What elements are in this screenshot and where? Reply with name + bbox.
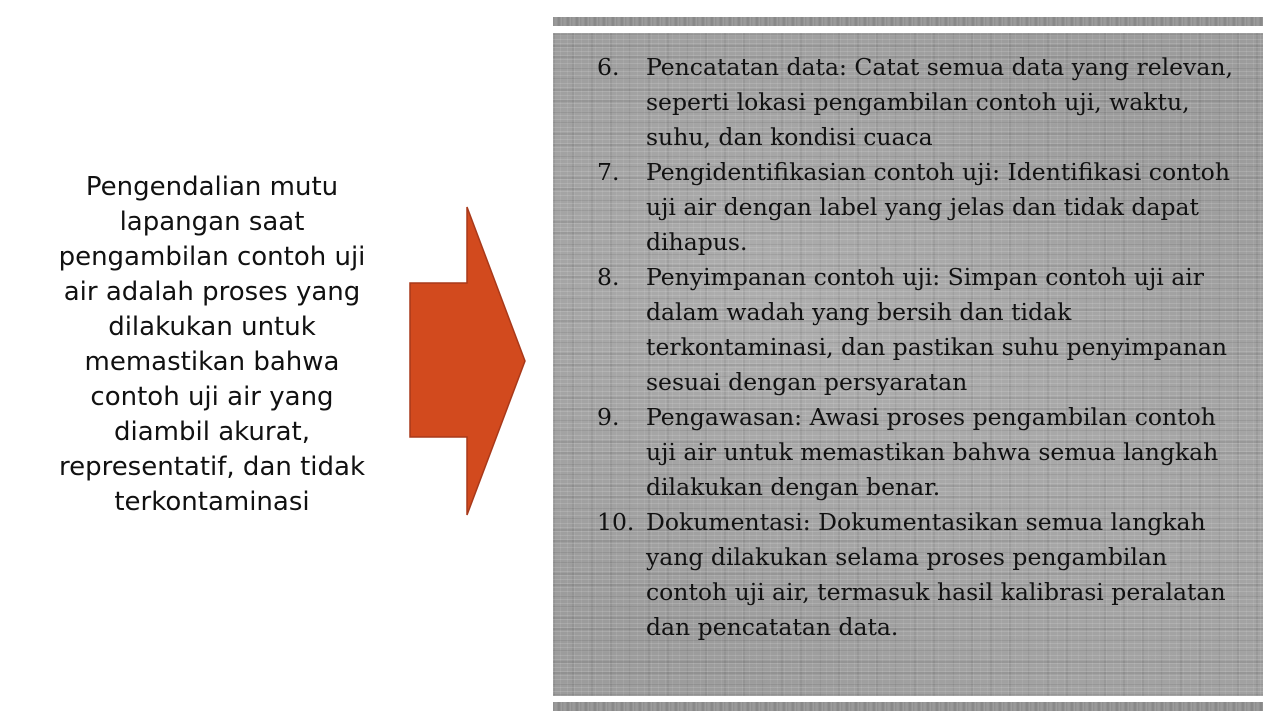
list-item-text: Pengawasan: Awasi proses pengambilan contoh uji air untuk memastikan bahwa semua langkah dilakukan dengan benar. <box>646 403 1219 501</box>
intro-text: Pengendalian mutu lapangan saat pengambilan contoh uji air adalah proses yang dilakukan untuk memastikan bahwa contoh uji air yang diambil akurat, representatif, dan tidak terkontaminasi <box>58 172 366 517</box>
list-item <box>597 155 1247 260</box>
list-item <box>597 400 1247 505</box>
list-item-number: 10. <box>597 508 635 536</box>
bottom-divider-stripe <box>553 702 1263 711</box>
steps-list <box>597 50 1247 645</box>
top-divider-stripe <box>553 17 1263 26</box>
list-item <box>597 505 1247 645</box>
list-item-number: 6. <box>597 53 620 81</box>
list-item-number: 7. <box>597 158 620 186</box>
list-item-number: 9. <box>597 403 620 431</box>
content-panel <box>553 33 1263 696</box>
list-item-text: Penyimpanan contoh uji: Simpan contoh uji air dalam wadah yang bersih dan tidak terkontaminasi, dan pastikan suhu penyimpanan sesuai dengan persyaratan <box>646 263 1228 396</box>
list-item-text: Pengidentifikasian contoh uji: Identifikasi contoh uji air dengan label yang jelas dan tidak dapat dihapus. <box>646 158 1230 256</box>
right-arrow-icon <box>409 206 527 516</box>
list-item-number: 8. <box>597 263 620 291</box>
list-item <box>597 50 1247 155</box>
list-item-text: Pencatatan data: Catat semua data yang relevan, seperti lokasi pengambilan contoh uji, waktu, suhu, dan kondisi cuaca <box>646 53 1233 151</box>
list-item-text: Dokumentasi: Dokumentasikan semua langkah yang dilakukan selama proses pengambilan contoh uji air, termasuk hasil kalibrasi peralatan dan pencatatan data. <box>646 508 1226 641</box>
list-item <box>597 260 1247 400</box>
